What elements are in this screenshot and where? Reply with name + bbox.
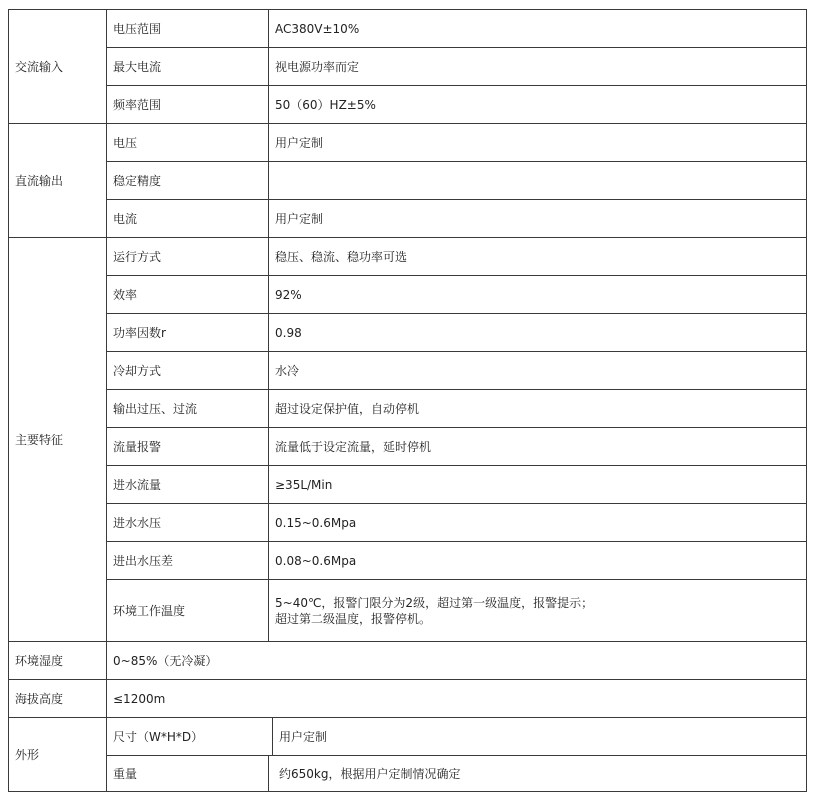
table-row — [9, 680, 807, 718]
ambient-temp-line-2: 超过第二级温度，报警停机。 — [275, 611, 432, 626]
row-value-inlet-pressure: 0.15~0.6Mpa — [269, 504, 807, 542]
table-row — [9, 48, 807, 86]
row-label-overvoltage: 输出过压、过流 — [107, 390, 269, 428]
row-value-cooling: 水冷 — [269, 352, 807, 390]
group-dc-output: 直流输出 — [9, 124, 107, 238]
row-label-inlet-pressure: 进水水压 — [107, 504, 269, 542]
ambient-temp-line-1: 5~40℃，报警门限分为2级，超过第一级温度，报警提示； — [275, 595, 594, 610]
table-row — [9, 504, 807, 542]
row-value-max-current: 视电源功率而定 — [269, 48, 807, 86]
group-ac-input: 交流输入 — [9, 10, 107, 124]
row-value-voltage-range: AC380V±10% — [269, 10, 807, 48]
table-row — [9, 314, 807, 352]
row-label-operation-mode: 运行方式 — [107, 238, 269, 276]
row-label-dc-current: 电流 — [107, 200, 269, 238]
group-appearance: 外形 — [9, 718, 107, 792]
row-value-altitude: ≤1200m — [107, 680, 807, 718]
row-label-cooling: 冷却方式 — [107, 352, 269, 390]
row-label-stability: 稳定精度 — [107, 162, 269, 200]
table-row — [9, 466, 807, 504]
group-main-features: 主要特征 — [9, 238, 107, 642]
row-label-inlet-flow: 进水流量 — [107, 466, 269, 504]
row-value-weight: 约650kg，根据用户定制情况确定 — [269, 756, 807, 792]
row-value-efficiency: 92% — [269, 276, 807, 314]
table-row — [9, 124, 807, 162]
row-label-size: 尺寸（W*H*D） — [107, 718, 273, 756]
row-value-overvoltage: 超过设定保护值，自动停机 — [269, 390, 807, 428]
table-row — [9, 642, 807, 680]
table-row — [9, 238, 807, 276]
table-row — [9, 162, 807, 200]
row-label-dc-voltage: 电压 — [107, 124, 269, 162]
table-row — [9, 428, 807, 466]
group-altitude: 海拔高度 — [9, 680, 107, 718]
row-value-dc-voltage: 用户定制 — [269, 124, 807, 162]
row-value-dc-current: 用户定制 — [269, 200, 807, 238]
row-label-power-factor: 功率因数r — [107, 314, 269, 352]
row-label-ambient-temp: 环境工作温度 — [107, 580, 269, 642]
row-label-flow-alarm: 流量报警 — [107, 428, 269, 466]
table-row — [9, 580, 807, 642]
group-ambient-humidity: 环境湿度 — [9, 642, 107, 680]
table-row — [9, 718, 807, 756]
table-row — [9, 390, 807, 428]
table-row — [9, 10, 807, 48]
spec-table — [8, 9, 807, 792]
table-row — [9, 352, 807, 390]
row-value-ambient-temp — [269, 580, 807, 642]
row-label-frequency-range: 频率范围 — [107, 86, 269, 124]
row-value-flow-alarm: 流量低于设定流量，延时停机 — [269, 428, 807, 466]
row-value-pressure-diff: 0.08~0.6Mpa — [269, 542, 807, 580]
row-label-voltage-range: 电压范围 — [107, 10, 269, 48]
row-label-pressure-diff: 进出水压差 — [107, 542, 269, 580]
row-value-size: 用户定制 — [273, 718, 807, 756]
row-value-frequency-range: 50（60）HZ±5% — [269, 86, 807, 124]
table-row — [9, 756, 807, 792]
table-row — [9, 542, 807, 580]
table-row — [9, 200, 807, 238]
row-label-efficiency: 效率 — [107, 276, 269, 314]
row-label-weight: 重量 — [107, 756, 269, 792]
row-value-inlet-flow: ≥35L/Min — [269, 466, 807, 504]
row-value-operation-mode: 稳压、稳流、稳功率可选 — [269, 238, 807, 276]
row-value-humidity: 0~85%（无冷凝） — [107, 642, 807, 680]
table-row — [9, 276, 807, 314]
row-value-power-factor: 0.98 — [269, 314, 807, 352]
row-value-stability — [269, 162, 807, 200]
table-row — [9, 86, 807, 124]
row-label-max-current: 最大电流 — [107, 48, 269, 86]
